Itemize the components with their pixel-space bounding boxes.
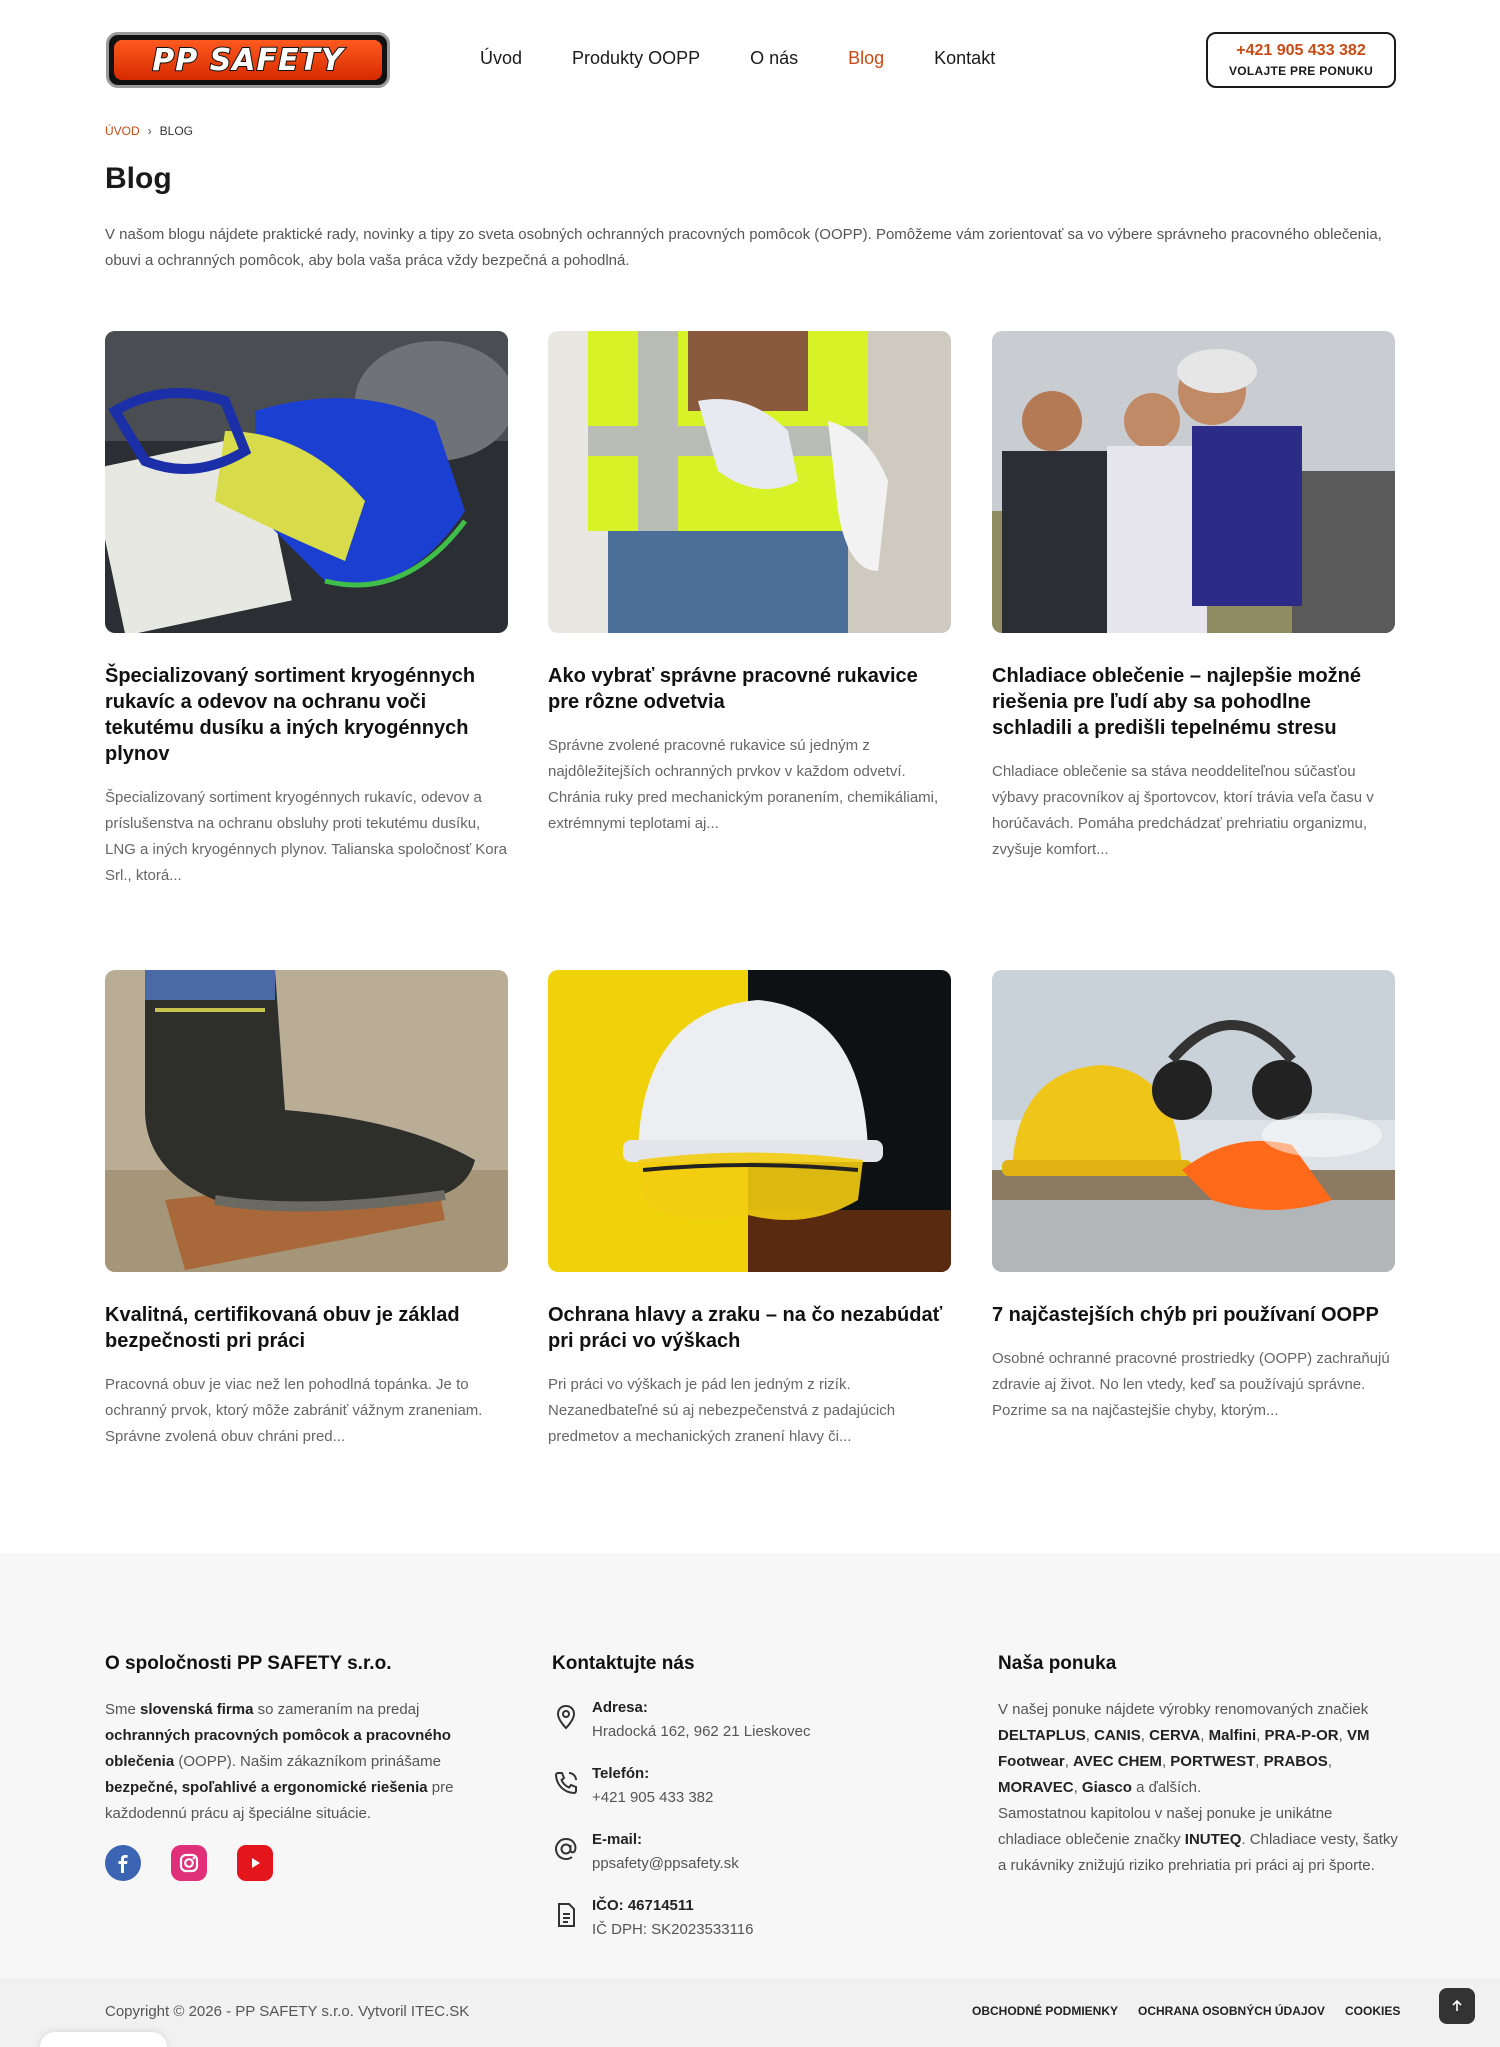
breadcrumb-separator: ›	[147, 124, 152, 138]
post-excerpt: Špecializovaný sortiment kryogénnych rukavíc, odevov a príslušenstva na ochranu obsluhy proti tekutému dusíku, LNG a iných kryogénnych plynov. Talianska spoločnosť Kora Srl., ktorá...	[105, 789, 507, 884]
contact-address	[552, 1697, 952, 1745]
footer-contact	[552, 1653, 952, 1943]
arrow-up-icon	[1449, 1998, 1465, 2014]
footer-about-text: Sme slovenská firma so zameraním na predaj ochranných pracovných pomôcok a pracovného oblečenia (OOPP). Našim zákazníkom prinášame bezpečné, spoľahlivé a ergonomické riešenia pre každodennú prácu aj špeciálne situácie.	[105, 1701, 454, 1822]
post-excerpt: Pri práci vo výškach je pád len jedným z rizík. Nezanedbateľné sú aj nebezpečenstvá z padajúcich predmetov a mechanických zranení hlavy či...	[548, 1376, 896, 1445]
site-logo[interactable]	[106, 32, 390, 88]
facebook-icon[interactable]	[105, 1845, 141, 1881]
contact-email-label: E-mail:	[592, 1831, 643, 1848]
blog-post-card[interactable]	[548, 331, 951, 837]
nav-item-produkty[interactable]: Produkty OOPP	[572, 48, 701, 68]
blog-post-card[interactable]	[992, 331, 1395, 863]
nav-item-kontakt[interactable]: Kontakt	[934, 48, 996, 68]
post-thumbnail-cooling-vest[interactable]	[992, 331, 1395, 633]
post-title[interactable]: Kvalitná, certifikovaná obuv je základ bezpečnosti pri práci	[105, 1304, 460, 1352]
post-excerpt: Správne zvolené pracovné rukavice sú jedným z najdôležitejších ochranných prvkov v každom odvetví. Chránia ruky pred mechanickým poranením, chemikáliami, extrémnymi teplotami aj...	[548, 737, 939, 832]
footer-about	[105, 1653, 505, 1881]
call-button-phone: +421 905 433 382	[1236, 42, 1366, 59]
link-privacy[interactable]: OCHRANA OSOBNÝCH ÚDAJOV	[1138, 2004, 1325, 2018]
contact-dic: IČ DPH: SK2023533116	[592, 1921, 754, 1938]
page-title: Blog	[105, 162, 172, 195]
blog-post-card[interactable]	[548, 970, 951, 1450]
phone-icon	[552, 1769, 580, 1797]
copyright: Copyright © 2026 - PP SAFETY s.r.o. Vytvoril ITEC.SK	[105, 2003, 470, 2020]
breadcrumb-current: BLOG	[159, 124, 194, 138]
link-cookies[interactable]: COOKIES	[1345, 2004, 1401, 2018]
main-nav	[480, 48, 1045, 69]
nav-item-o-nas[interactable]: O nás	[750, 48, 799, 68]
social-links	[105, 1845, 505, 1881]
contact-company-ids	[552, 1895, 952, 1943]
nav-item-uvod[interactable]: Úvod	[480, 48, 523, 68]
post-title[interactable]: Ako vybrať správne pracovné rukavice pre rôzne odvetvia	[548, 665, 918, 713]
contact-email	[552, 1829, 952, 1877]
breadcrumb-home[interactable]: ÚVOD	[105, 124, 140, 138]
contact-phone-label: Telefón:	[592, 1765, 650, 1782]
youtube-icon[interactable]	[237, 1845, 273, 1881]
call-button-label: VOLAJTE PRE PONUKU	[1228, 64, 1374, 78]
blog-post-card[interactable]	[105, 331, 508, 889]
post-excerpt: Chladiace oblečenie sa stáva neoddeliteľnou súčasťou výbavy pracovníkov aj športovcov, ktorí trávia veľa času v horúčavách. Pomáha predchádzať prehriatiu organizmu, zvyšuje komfort...	[992, 763, 1374, 858]
post-thumbnail-cryogenic-gloves[interactable]	[105, 331, 508, 633]
post-title[interactable]: Ochrana hlavy a zraku – na čo nezabúdať pri práci vo výškach	[548, 1304, 943, 1352]
footer-offer	[998, 1653, 1398, 1879]
breadcrumb	[105, 124, 193, 138]
at-sign-icon	[552, 1835, 580, 1863]
document-icon	[552, 1901, 580, 1929]
post-thumbnail-helmet-goggles[interactable]	[548, 970, 951, 1272]
blog-post-card[interactable]	[105, 970, 508, 1450]
post-title[interactable]: 7 najčastejších chýb pri používaní OOPP	[992, 1304, 1379, 1326]
contact-ico: IČO: 46714511	[592, 1897, 694, 1914]
instagram-icon[interactable]	[171, 1845, 207, 1881]
contact-address-value: Hradocká 162, 962 21 Lieskovec	[592, 1723, 811, 1740]
contact-phone-value[interactable]: +421 905 433 382	[592, 1789, 714, 1806]
post-title[interactable]: Špecializovaný sortiment kryogénnych rukavíc a odevov na ochranu voči tekutému dusíku a iných kryogénnych plynov	[105, 665, 476, 765]
post-thumbnail-safety-boot[interactable]	[105, 970, 508, 1272]
contact-phone	[552, 1763, 952, 1811]
site-header	[0, 0, 1500, 120]
blog-post-card[interactable]	[992, 970, 1395, 1424]
page-intro: V našom blogu nájdete praktické rady, novinky a tipy zo sveta osobných ochranných pracovných pomôcok (OOPP). Pomôžeme vám zorientovať sa vo výbere správneho pracovného oblečenia, obuvi a ochranných pomôcok, aby bola vaša práca vždy bezpečná a pohodlná.	[105, 226, 1382, 269]
footer-offer-text: V našej ponuke nájdete výrobky renomovaných značiek DELTAPLUS, CANIS, CERVA, Malfini, PRA-P-OR, VM Footwear, AVEC CHEM, PORTWEST, PRABOS, MORAVEC, Giasco a ďalších. Samostatnou kapitolou v našej ponuke je unikátne chladiace oblečenie značky INUTEQ. Chladiace vesty, šatky a rukávniky znižujú riziko prehriatia pri práci aj pri športe.	[998, 1701, 1398, 1874]
map-pin-icon	[552, 1703, 580, 1731]
post-title[interactable]: Chladiace oblečenie – najlepšie možné riešenia pre ľudí aby sa pohodlne schladili a predišli tepelnému stresu	[992, 665, 1362, 739]
footer-contact-heading: Kontaktujte nás	[552, 1653, 695, 1674]
link-terms[interactable]: OBCHODNÉ PODMIENKY	[972, 2004, 1119, 2018]
contact-email-value[interactable]: ppsafety@ppsafety.sk	[592, 1855, 739, 1872]
footer-offer-heading: Naša ponuka	[998, 1653, 1117, 1674]
call-button[interactable]	[1206, 32, 1396, 88]
contact-address-label: Adresa:	[592, 1699, 648, 1716]
post-thumbnail-work-gloves[interactable]	[548, 331, 951, 633]
logo-text: PP SAFETY	[152, 42, 344, 78]
cookie-widget[interactable]	[40, 2032, 167, 2047]
post-thumbnail-ppe-set[interactable]	[992, 970, 1395, 1272]
post-excerpt: Osobné ochranné pracovné prostriedky (OOPP) zachraňujú zdravie aj život. No len vtedy, keď sa používajú správne. Pozrime sa na najčastejšie chyby, ktorým...	[992, 1350, 1390, 1419]
back-to-top-button[interactable]	[1439, 1988, 1475, 2024]
nav-item-blog[interactable]: Blog	[848, 48, 885, 68]
footer-about-heading: O spoločnosti PP SAFETY s.r.o.	[105, 1653, 392, 1674]
post-excerpt: Pracovná obuv je viac než len pohodlná topánka. Je to ochranný prvok, ktorý môže zabrániť vážnym zraneniam. Správne zvolená obuv chráni pred...	[105, 1376, 483, 1445]
